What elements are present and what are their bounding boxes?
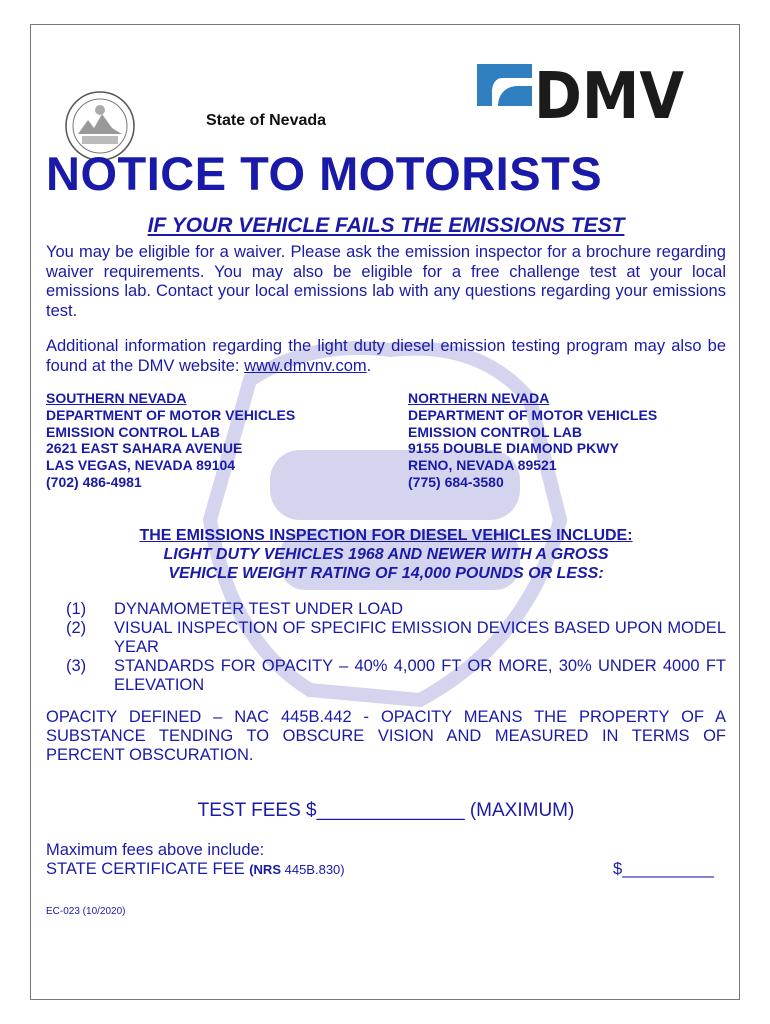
inspection-heading: THE EMISSIONS INSPECTION FOR DIESEL VEHICLES INCLUDE: xyxy=(139,527,633,544)
max-fees-label: Maximum fees above include: xyxy=(46,841,265,859)
inspection-line-1: LIGHT DUTY VEHICLES 1968 AND NEWER WITH A GROSS xyxy=(163,546,609,563)
list-item-text: STANDARDS FOR OPACITY – 40% 4,000 FT OR MORE, 30% UNDER 4000 FT ELEVATION xyxy=(114,657,726,694)
svg-text:DMV: DMV xyxy=(534,60,685,122)
cert-label-text: STATE CERTIFICATE FEE xyxy=(46,860,250,878)
inspection-heading-block xyxy=(46,526,726,583)
website-text: Additional information regarding the light duty diesel emission testing program may also be found at the DMV website: xyxy=(46,337,726,375)
website-end: . xyxy=(366,356,372,375)
list-item-number: (2) xyxy=(66,619,87,637)
southern-city: LAS VEGAS, NEVADA 89104 xyxy=(46,457,236,474)
northern-dept: DEPARTMENT OF MOTOR VEHICLES xyxy=(408,406,658,423)
nrs-rest: 445B.830) xyxy=(281,862,345,877)
list-item xyxy=(46,619,726,657)
northern-city: RENO, NEVADA 89521 xyxy=(408,457,557,474)
opacity-definition: OPACITY DEFINED – NAC 445B.442 - OPACITY MEANS THE PROPERTY OF A SUBSTANCE TENDING TO OBSCURE VISION AND MEASURED IN TERMS OF PERCENT OBSCURATION. xyxy=(46,708,726,764)
list-item-text: VISUAL INSPECTION OF SPECIFIC EMISSION DEVICES BASED UPON MODEL YEAR xyxy=(114,619,726,656)
test-fees-line: TEST FEES $______________ (MAXIMUM) xyxy=(197,800,575,821)
list-item-text: DYNAMOMETER TEST UNDER LOAD xyxy=(114,600,404,618)
dmv-logo xyxy=(474,60,686,122)
southern-address-block xyxy=(46,390,295,491)
dmv-website-link[interactable]: www.dmvnv.com xyxy=(244,356,367,375)
state-name: State of Nevada xyxy=(206,112,327,129)
inspection-line-2: VEHICLE WEIGHT RATING OF 14,000 POUNDS OR LESS: xyxy=(168,565,604,582)
page-title: NOTICE TO MOTORISTS xyxy=(46,147,603,200)
certificate-fee-blank: $__________ xyxy=(613,860,714,878)
certificate-fee-line xyxy=(46,860,714,879)
form-number: EC-023 (10/2020) xyxy=(46,906,126,917)
southern-region: SOUTHERN NEVADA xyxy=(46,390,187,406)
list-item xyxy=(46,657,726,695)
southern-street: 2621 EAST SAHARA AVENUE xyxy=(46,440,243,457)
northern-phone: (775) 684-3580 xyxy=(408,473,504,490)
northern-address-block xyxy=(408,390,657,491)
southern-phone: (702) 486-4981 xyxy=(46,473,142,490)
nrs-bold: (NRS xyxy=(249,862,281,877)
southern-dept: DEPARTMENT OF MOTOR VEHICLES xyxy=(46,406,296,423)
northern-lab: EMISSION CONTROL LAB xyxy=(408,423,582,440)
waiver-paragraph: You may be eligible for a waiver. Please ask the emission inspector for a brochure regarding waiver requirements. You may also be eligible for a free challenge test at your local emissions lab. Contact your local emissions lab with any questions regarding your emissions test. xyxy=(46,243,726,320)
certificate-fee-label xyxy=(46,860,345,879)
northern-region: NORTHERN NEVADA xyxy=(408,390,550,406)
list-item-number: (1) xyxy=(66,600,87,618)
list-item-number: (3) xyxy=(66,657,87,675)
inspection-list xyxy=(46,600,726,695)
list-item xyxy=(46,600,726,619)
southern-lab: EMISSION CONTROL LAB xyxy=(46,423,220,440)
page-subtitle: IF YOUR VEHICLE FAILS THE EMISSIONS TEST xyxy=(147,214,625,237)
northern-street: 9155 DOUBLE DIAMOND PKWY xyxy=(408,440,619,457)
website-paragraph xyxy=(46,337,726,376)
